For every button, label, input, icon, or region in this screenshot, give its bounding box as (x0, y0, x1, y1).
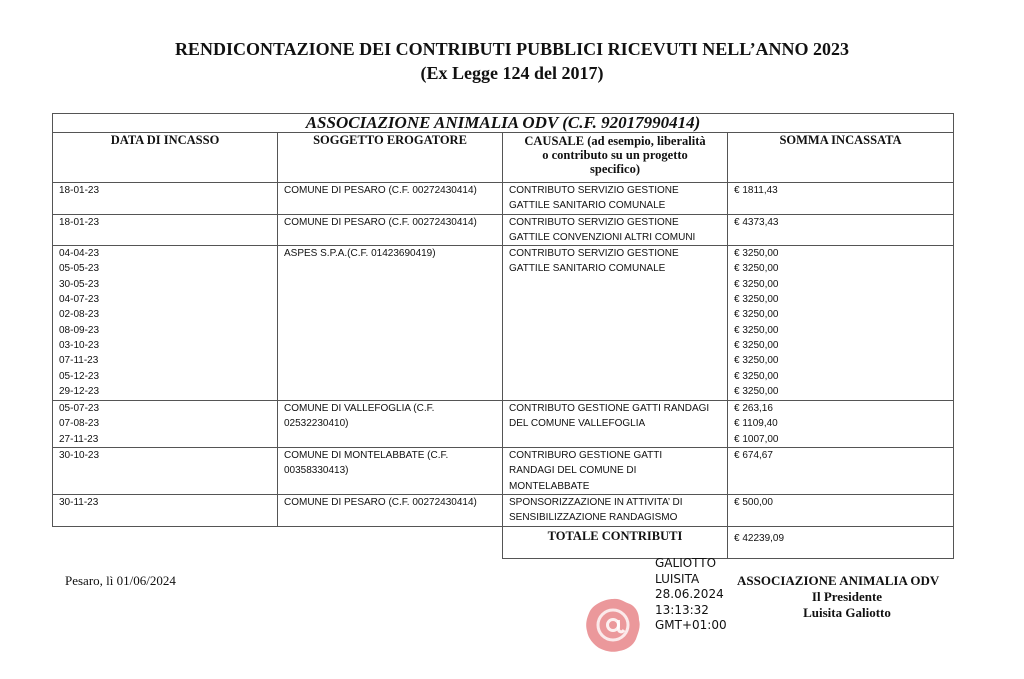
header-reason-line: specifico) (590, 162, 640, 176)
signature-name: Luisita Galiotto (803, 605, 891, 620)
amount-cell-line: € 3250,00 (734, 248, 779, 260)
table-row (53, 495, 954, 527)
amount-cell (728, 401, 954, 448)
header-reason-line: CAUSALE (ad esempio, liberalità (524, 134, 706, 148)
date-cell-line: 04-07-23 (59, 294, 100, 306)
payer-cell-line: 02532230410) (284, 418, 349, 430)
amount-cell (728, 214, 954, 246)
date-cell-line: 07-08-23 (59, 418, 100, 430)
reason-cell-line: RANDAGI DEL COMUNE DI (509, 465, 637, 477)
digital-signature-line: GMT+01:00 (655, 618, 727, 632)
date-cell (53, 246, 278, 401)
amount-cell-line: € 1811,43 (734, 185, 778, 196)
date-cell (53, 495, 278, 527)
payer-cell-line: COMUNE DI PESARO (C.F. 00272430414) (284, 185, 477, 196)
digital-signature-line: LUISITA (655, 571, 700, 586)
digital-signature-line: 28.06.2024 (655, 587, 724, 601)
amount-cell-line: € 674,67 (734, 450, 773, 462)
reason-cell (503, 401, 728, 448)
payer-cell-line: 00358330413) (284, 465, 349, 477)
date-cell-line: 07-11-23 (59, 355, 99, 367)
amount-cell-line: € 3250,00 (734, 339, 779, 351)
reason-cell-line: DEL COMUNE VALLEFOGLIA (509, 418, 646, 430)
reason-cell (503, 246, 728, 401)
date-cell-line: 30-05-23 (59, 278, 100, 290)
contributions-table (52, 113, 954, 559)
amount-cell-line: € 1109,40 (734, 418, 778, 430)
table-row (53, 214, 954, 246)
table-row (53, 448, 954, 495)
payer-cell-line: COMUNE DI VALLEFOGLIA (C.F. (284, 403, 435, 415)
reason-cell-line: MONTELABBATE (509, 480, 590, 492)
payer-cell-line: ASPES S.P.A.(C.F. 01423690419) (284, 248, 436, 260)
date-cell-line: 05-07-23 (59, 403, 100, 415)
amount-cell-line: € 3250,00 (734, 278, 779, 290)
reason-cell (503, 495, 728, 527)
date-cell-line: 04-04-23 (59, 248, 100, 260)
date-cell-line: 18-01-23 (59, 185, 100, 196)
date-cell-line: 05-05-23 (59, 263, 100, 275)
total-spacer (53, 526, 278, 558)
amount-cell-line: € 3250,00 (734, 355, 779, 367)
payer-cell-line: COMUNE DI PESARO (C.F. 00272430414) (284, 216, 477, 228)
total-spacer (278, 526, 503, 558)
digital-signature (655, 556, 727, 634)
date-cell-line: 30-11-23 (59, 497, 99, 509)
reason-cell-line: CONTRIBUTO GESTIONE GATTI RANDAGI (509, 403, 710, 415)
reason-cell-line: GATTILE SANITARIO COMUNALE (509, 200, 666, 212)
place-date: Pesaro, lì 01/06/2024 (65, 573, 176, 588)
date-cell-line: 08-09-23 (59, 324, 100, 336)
total-label: TOTALE CONTRIBUTI (503, 526, 728, 558)
date-cell-line: 03-10-23 (59, 339, 100, 351)
amount-cell-line: € 500,00 (734, 497, 773, 509)
table-row (53, 246, 954, 401)
reason-cell-line: CONTRIBUTO SERVIZIO GESTIONE (509, 248, 679, 260)
amount-cell-line: € 3250,00 (734, 294, 779, 306)
digital-signature-line: GALIOTTO (655, 556, 717, 570)
organization-row (53, 114, 954, 133)
document-subtitle: (Ex Legge 124 del 2017) (420, 63, 604, 83)
payer-cell (278, 214, 503, 246)
reason-cell-line: GATTILE CONVENZIONI ALTRI COMUNI (509, 231, 696, 243)
total-value: € 42239,09 (728, 526, 954, 558)
reason-cell (503, 448, 728, 495)
header-payer: SOGGETTO EROGATORE (278, 133, 503, 183)
amount-cell-line: € 4373,43 (734, 216, 779, 228)
date-cell (53, 183, 278, 215)
date-cell (53, 448, 278, 495)
date-cell-line: 27-11-23 (59, 433, 99, 445)
table-row (53, 183, 954, 215)
total-row (53, 526, 954, 558)
date-cell-line: 30-10-23 (59, 450, 100, 462)
signature-role: Il Presidente (811, 589, 883, 604)
amount-cell-line: € 1007,00 (734, 433, 779, 445)
payer-cell-line: COMUNE DI PESARO (C.F. 00272430414) (284, 497, 477, 509)
date-cell (53, 214, 278, 246)
header-reason (503, 133, 728, 183)
date-cell-line: 05-12-23 (59, 370, 100, 382)
at-sign-seal-icon (584, 596, 642, 654)
amount-cell-line: € 3250,00 (734, 324, 779, 336)
payer-cell (278, 495, 503, 527)
payer-cell-line: COMUNE DI MONTELABBATE (C.F. (284, 450, 449, 462)
payer-cell (278, 246, 503, 401)
amount-cell-line: € 263,16 (734, 403, 773, 415)
amount-cell-line: € 3250,00 (734, 309, 779, 321)
table-row (53, 401, 954, 448)
reason-cell-line: CONTRIBURO GESTIONE GATTI (509, 450, 663, 462)
date-cell (53, 401, 278, 448)
amount-cell (728, 495, 954, 527)
payer-cell (278, 183, 503, 215)
table-body (53, 183, 954, 527)
reason-cell-line: SENSIBILIZZAZIONE RANDAGISMO (509, 512, 678, 524)
payer-cell (278, 448, 503, 495)
organization-name: ASSOCIAZIONE ANIMALIA ODV (C.F. 92017990414) (53, 114, 954, 133)
payer-cell (278, 401, 503, 448)
header-row (53, 133, 954, 183)
reason-cell (503, 214, 728, 246)
amount-cell-line: € 3250,00 (734, 370, 779, 382)
amount-cell (728, 246, 954, 401)
signature-block (737, 573, 957, 621)
amount-cell (728, 183, 954, 215)
reason-cell (503, 183, 728, 215)
date-cell-line: 02-08-23 (59, 309, 100, 321)
document-title: RENDICONTAZIONE DEI CONTRIBUTI PUBBLICI RICEVUTI NELL’ANNO 2023 (174, 39, 850, 59)
header-date: DATA DI INCASSO (53, 133, 278, 183)
date-cell-line: 29-12-23 (59, 385, 100, 397)
digital-signature-line: 13:13:32 (655, 602, 709, 617)
amount-cell (728, 448, 954, 495)
reason-cell-line: CONTRIBUTO SERVIZIO GESTIONE (509, 216, 679, 228)
header-reason-line: o contributo su un progetto (542, 148, 688, 162)
header-amount: SOMMA INCASSATA (728, 133, 954, 183)
signature-organization: ASSOCIAZIONE ANIMALIA ODV (737, 573, 940, 588)
reason-cell-line: GATTILE SANITARIO COMUNALE (509, 263, 666, 275)
reason-cell-line: CONTRIBUTO SERVIZIO GESTIONE (509, 185, 679, 196)
amount-cell-line: € 3250,00 (734, 385, 779, 397)
reason-cell-line: SPONSORIZZAZIONE IN ATTIVITA’ DI (509, 497, 683, 509)
amount-cell-line: € 3250,00 (734, 263, 779, 275)
date-cell-line: 18-01-23 (59, 216, 100, 228)
